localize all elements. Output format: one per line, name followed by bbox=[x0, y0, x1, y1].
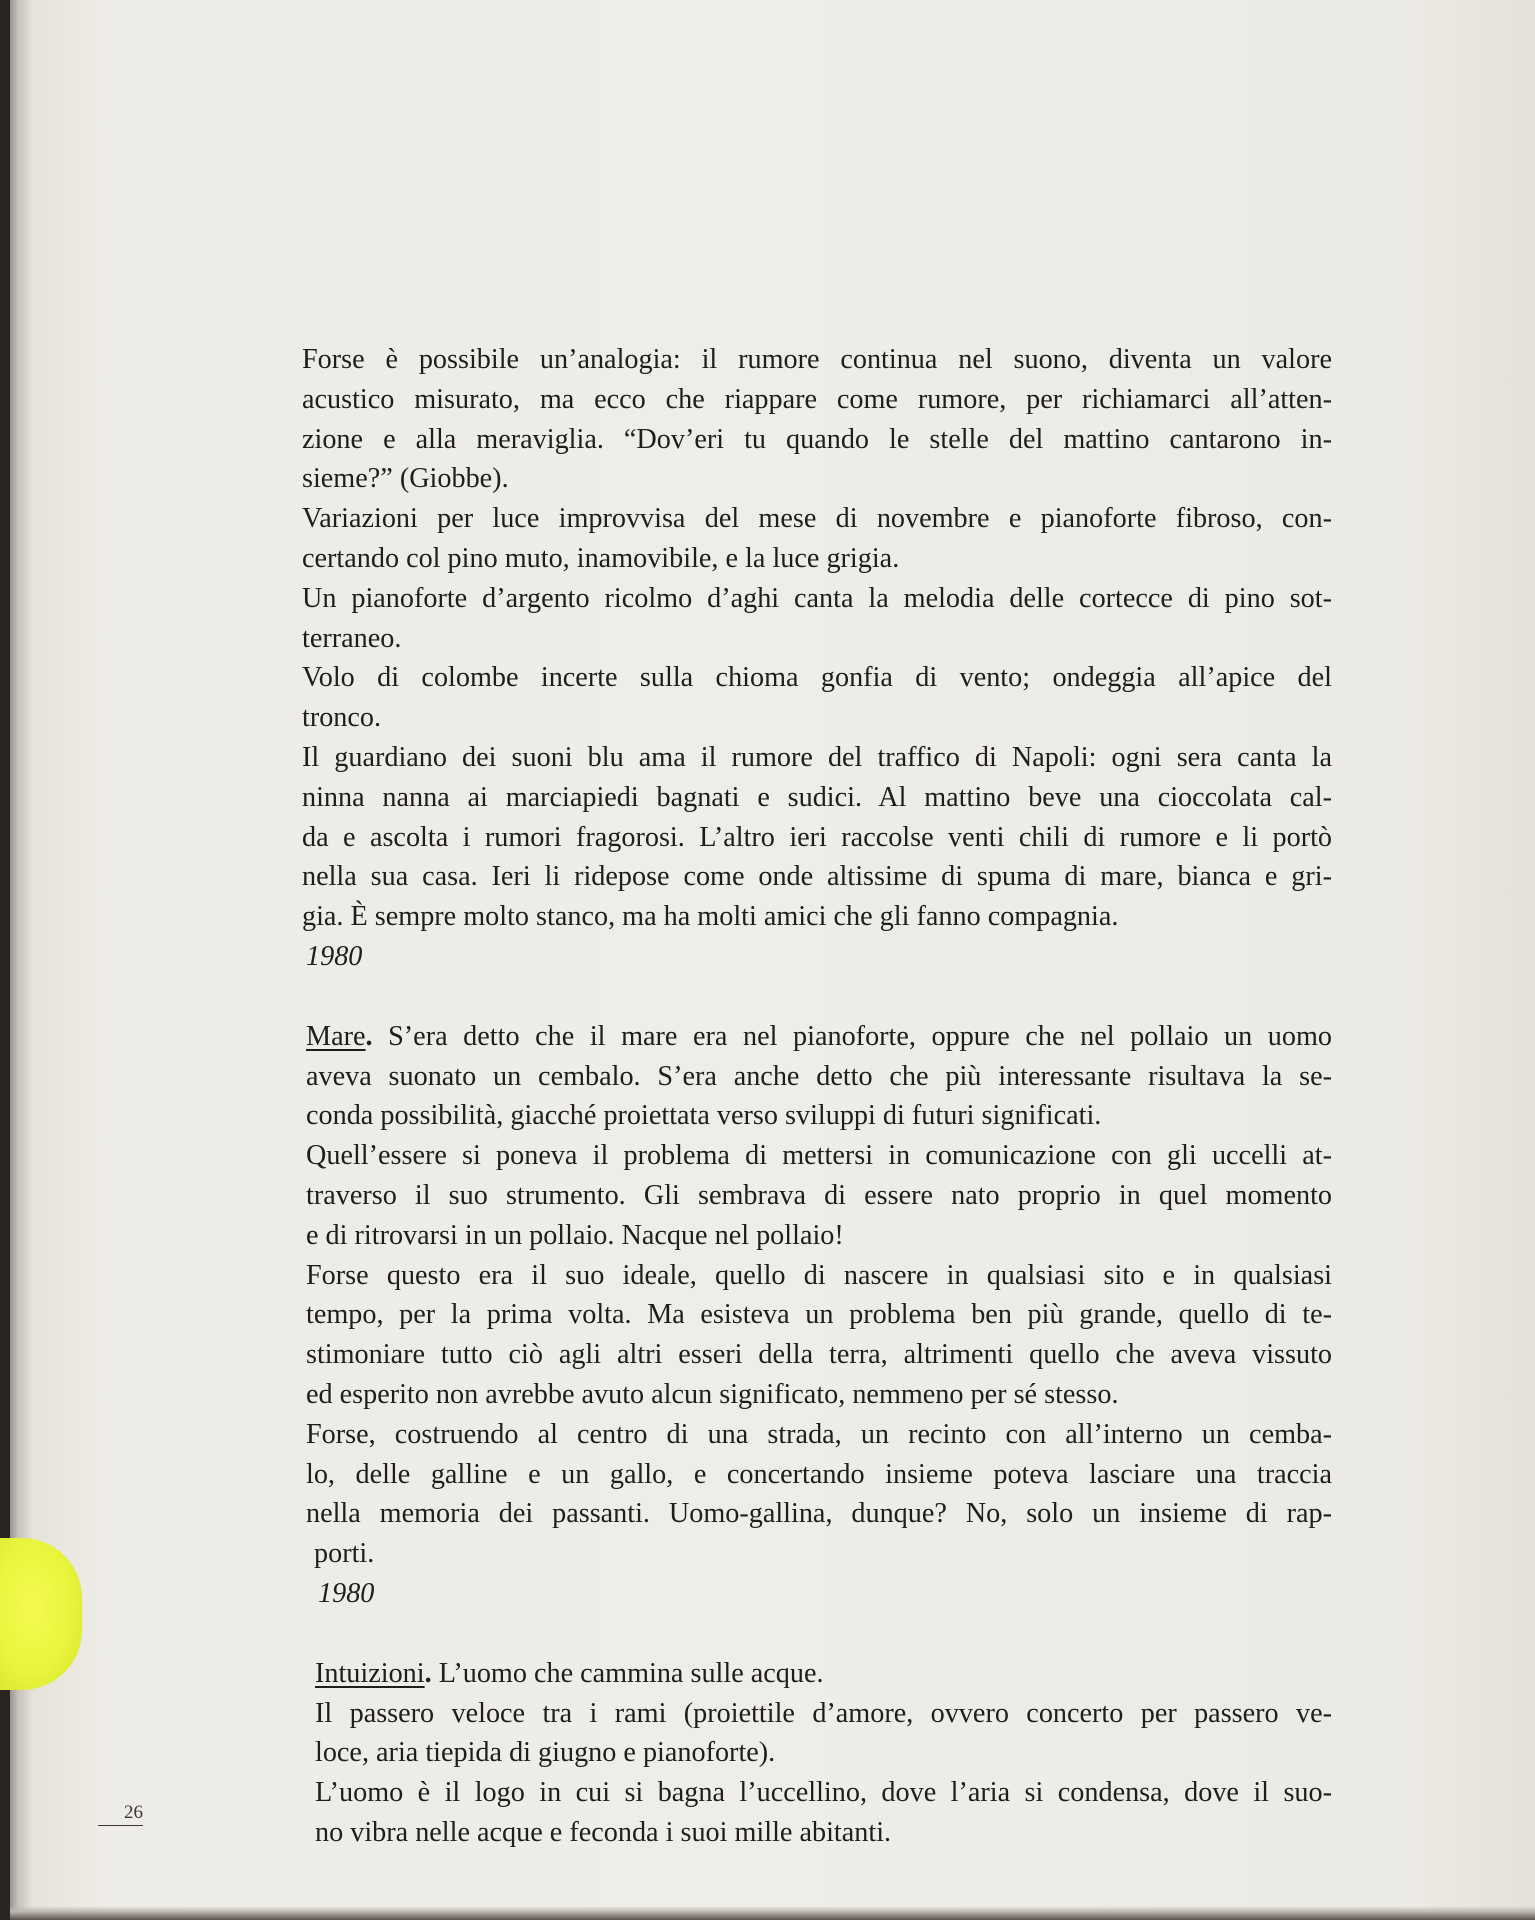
section-analogia bbox=[302, 340, 1332, 977]
text-line: loce, aria tiepida di giugno e pianoforte). bbox=[315, 1737, 776, 1769]
section-intuizioni bbox=[315, 1654, 1332, 1853]
text-line: Variazioni per luce improvvisa del mese di novembre e pianoforte fibroso, con- bbox=[302, 503, 1332, 535]
text-line: Mare. S’era detto che il mare era nel pianoforte, oppure che nel pollaio un uomo bbox=[306, 1020, 1332, 1052]
text-line: ninna nanna ai marciapiedi bagnati e sudici. Al mattino beve una cioccolata cal- bbox=[302, 781, 1332, 813]
section-mare bbox=[306, 1017, 1332, 1614]
section-date: 1980 bbox=[306, 940, 363, 972]
text-line: Forse questo era il suo ideale, quello di nascere in qualsiasi sito e in qualsiasi bbox=[306, 1259, 1332, 1291]
text-line: L’uomo è il logo in cui si bagna l’uccellino, dove l’aria si condensa, dove il suo- bbox=[315, 1777, 1332, 1809]
text-line: gia. È sempre molto stanco, ma ha molti amici che gli fanno compagnia. bbox=[302, 901, 1119, 933]
book-page bbox=[10, 0, 1535, 1920]
text-line: tronco. bbox=[302, 702, 382, 734]
text-line: conda possibilità, giacché proiettata verso sviluppi di futuri significati. bbox=[306, 1100, 1102, 1132]
text-line: sieme?” (Giobbe). bbox=[302, 463, 509, 495]
text-line: Un pianoforte d’argento ricolmo d’aghi canta la melodia delle cortecce di pino sot- bbox=[302, 582, 1332, 614]
text-line: nella sua casa. Ieri li ridepose come onde altissime di spuma di mare, bianca e gri- bbox=[302, 861, 1332, 893]
text-line: Il passero veloce tra i rami (proiettile d’amore, ovvero concerto per passero ve- bbox=[315, 1697, 1332, 1729]
text-line: tempo, per la prima volta. Ma esisteva un problema ben più grande, quello di te- bbox=[306, 1299, 1332, 1331]
text-line: ed esperito non avrebbe avuto alcun significato, nemmeno per sé stesso. bbox=[306, 1378, 1119, 1410]
page-text bbox=[302, 340, 1332, 1853]
text-line: da e ascolta i rumori fragorosi. L’altro ieri raccolse venti chili di rumore e li portò bbox=[302, 821, 1332, 853]
text-line: Volo di colombe incerte sulla chioma gonfia di vento; ondeggia all’apice del bbox=[302, 662, 1332, 694]
text-line: e di ritrovarsi in un pollaio. Nacque nel pollaio! bbox=[306, 1219, 844, 1251]
text-line: traverso il suo strumento. Gli sembrava di essere nato proprio in quel momento bbox=[306, 1179, 1332, 1211]
text-line: Intuizioni. L’uomo che cammina sulle acque. bbox=[315, 1657, 824, 1689]
text-line: stimoniare tutto ciò agli altri esseri della terra, altrimenti quello che aveva vissuto bbox=[306, 1339, 1332, 1371]
text-line: acustico misurato, ma ecco che riappare come rumore, per richiamarci all’atten- bbox=[302, 383, 1332, 415]
text-line: certando col pino muto, inamovibile, e la luce grigia. bbox=[302, 542, 900, 574]
text-line: Quell’essere si poneva il problema di mettersi in comunicazione con gli uccelli at- bbox=[306, 1140, 1332, 1172]
text-line: porti. bbox=[314, 1538, 375, 1570]
text-line: Forse è possibile un’analogia: il rumore continua nel suono, diventa un valore bbox=[302, 344, 1332, 375]
text-line: Il guardiano dei suoni blu ama il rumore del traffico di Napoli: ogni sera canta la bbox=[302, 741, 1332, 773]
text-line: aveva suonato un cembalo. S’era anche detto che più interessante risultava la se- bbox=[306, 1060, 1332, 1092]
section-title: Intuizioni bbox=[315, 1657, 425, 1689]
section-spacer bbox=[302, 1614, 1332, 1654]
page-number: 26 bbox=[98, 1802, 143, 1826]
text-line: Forse, costruendo al centro di una strada, un recinto con all’interno un cemba- bbox=[306, 1418, 1332, 1450]
section-spacer bbox=[302, 977, 1332, 1017]
page-bottom-edge bbox=[10, 1906, 1535, 1920]
text-line: terraneo. bbox=[302, 622, 402, 654]
text-line: lo, delle galline e un gallo, e concertando insieme poteva lasciare una traccia bbox=[306, 1458, 1332, 1490]
section-date: 1980 bbox=[318, 1577, 375, 1609]
section-first-line: L’uomo che cammina sulle acque. bbox=[431, 1657, 824, 1689]
text-line: nella memoria dei passanti. Uomo-gallina, dunque? No, solo un insieme di rap- bbox=[306, 1498, 1332, 1530]
text-line: zione e alla meraviglia. “Dov’eri tu quando le stelle del mattino cantarono in- bbox=[302, 423, 1332, 455]
section-first-line: S’era detto che il mare era nel pianoforte, oppure che nel pollaio un uomo bbox=[372, 1020, 1332, 1052]
text-line: no vibra nelle acque e feconda i suoi mille abitanti. bbox=[315, 1816, 892, 1848]
section-title: Mare bbox=[306, 1020, 366, 1052]
